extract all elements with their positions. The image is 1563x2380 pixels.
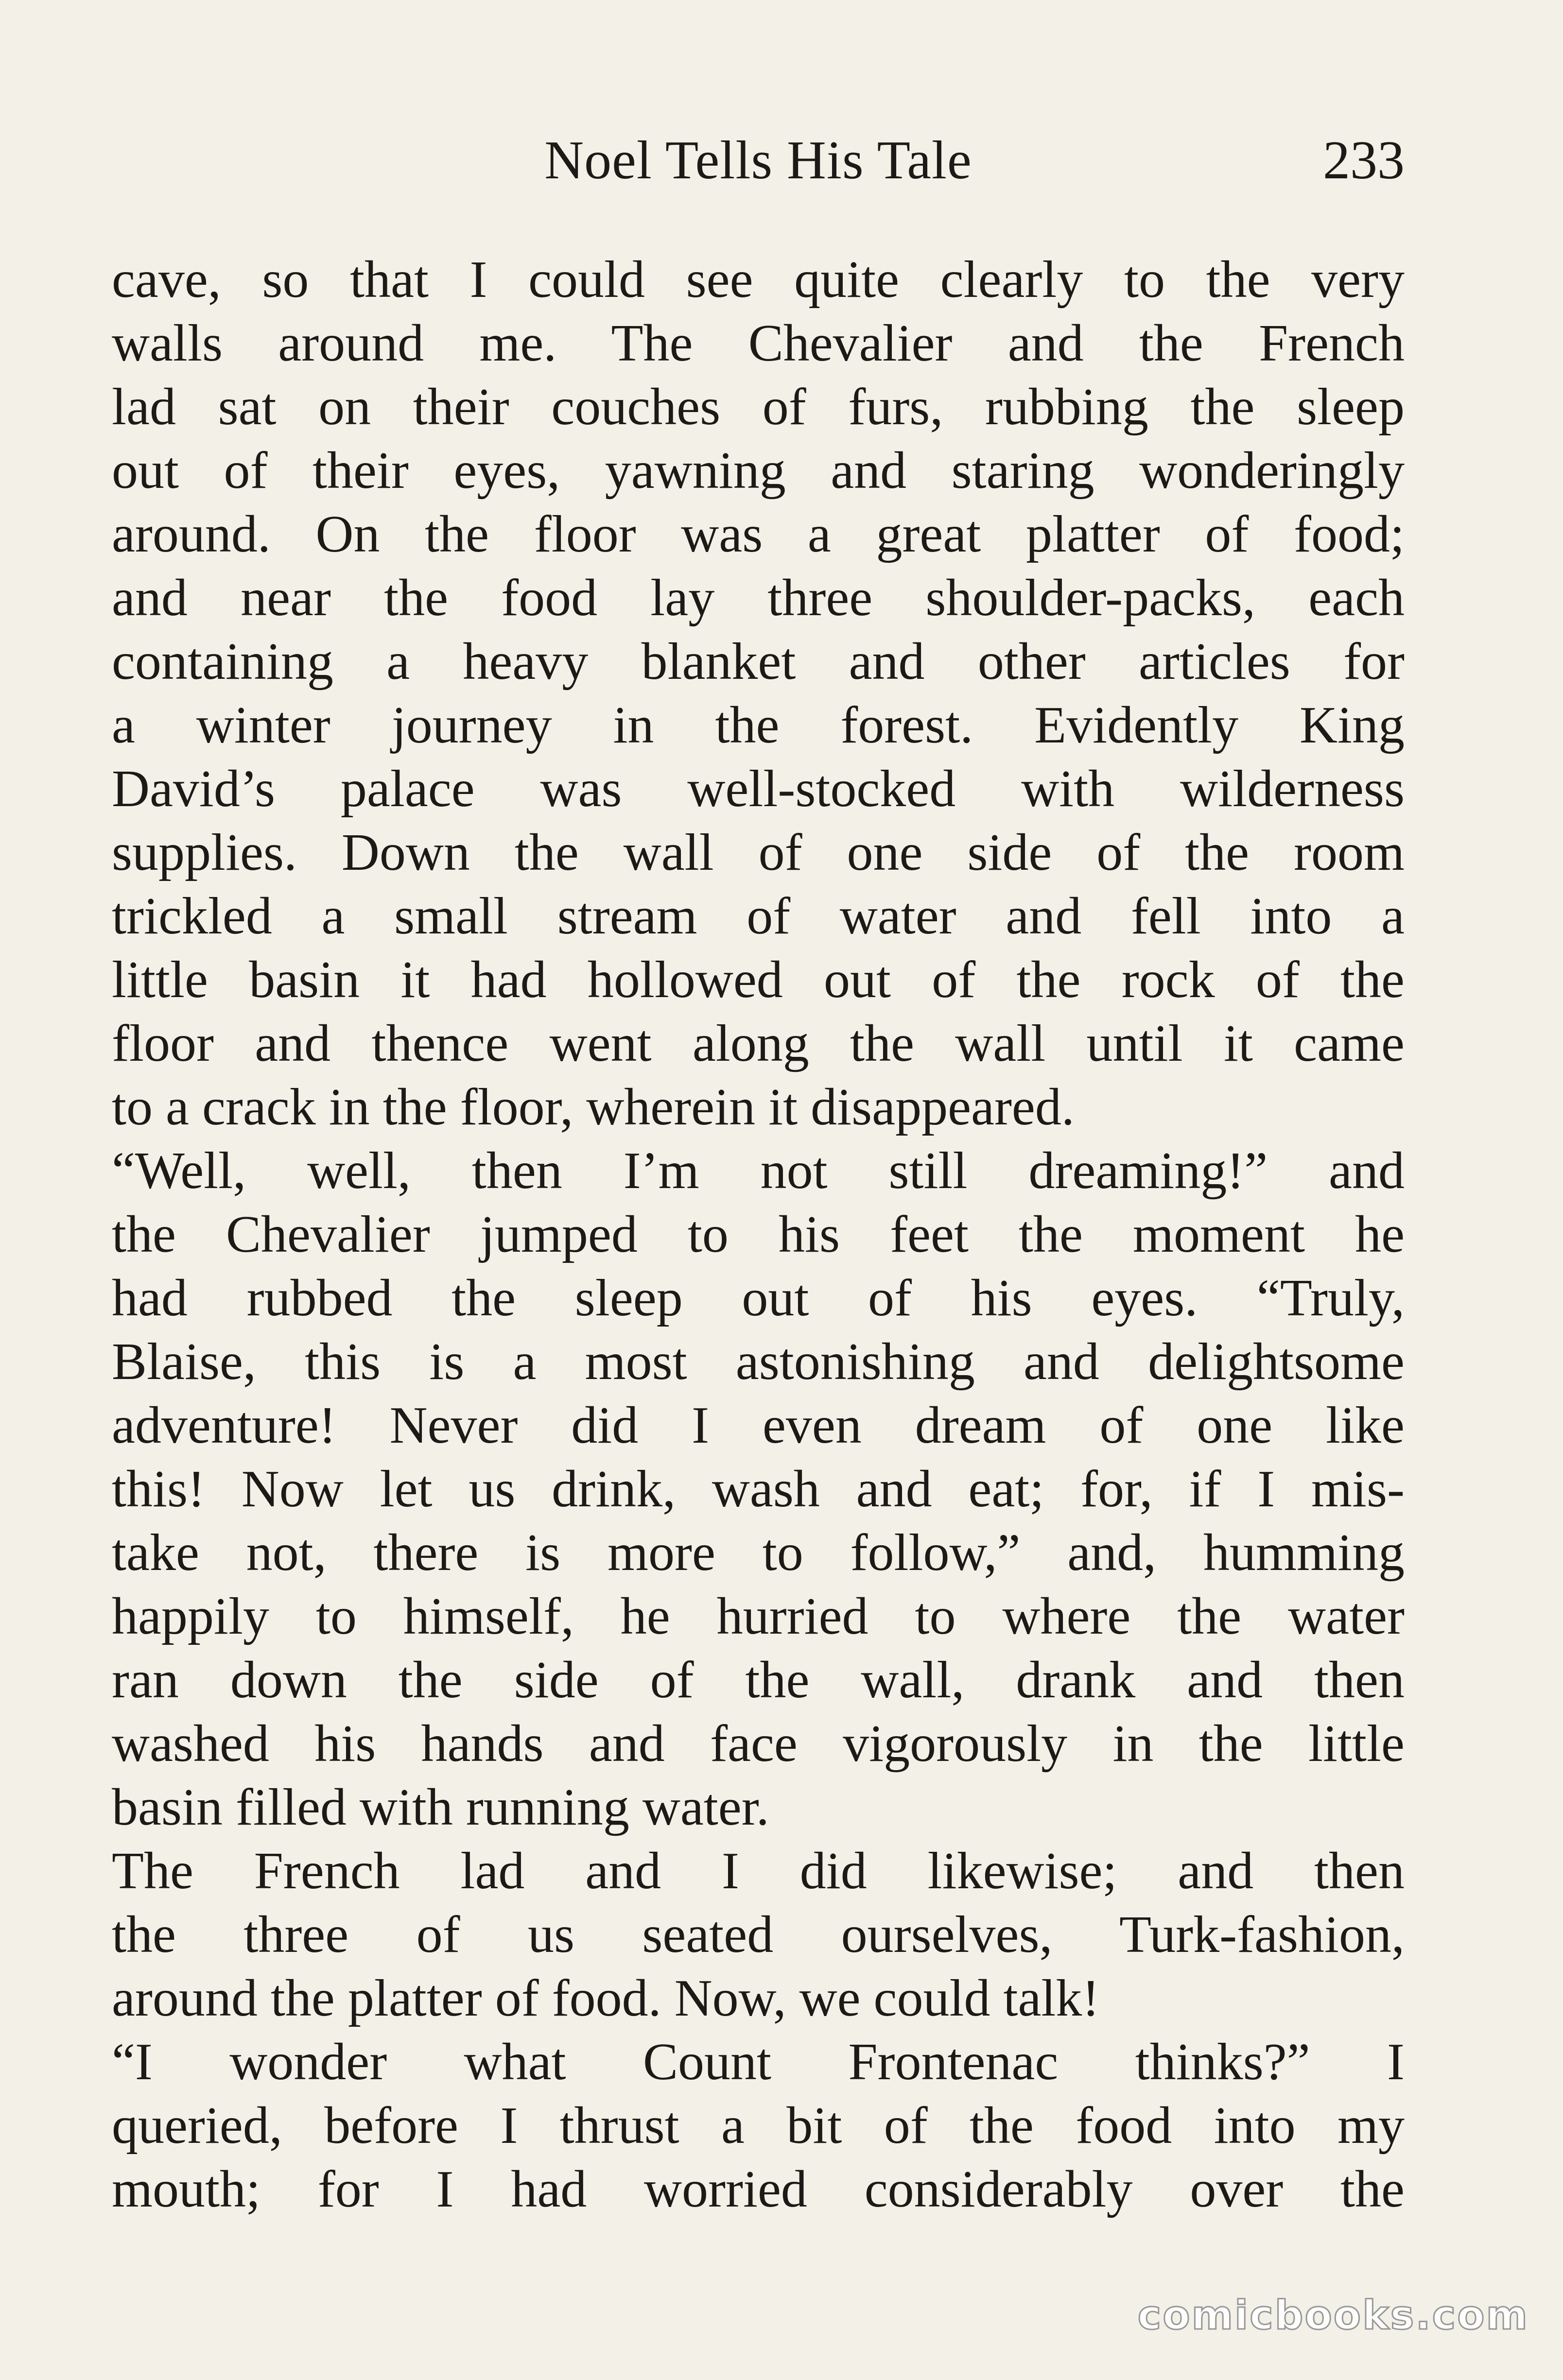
text-line: David’s palace was well-stocked with wilderness: [112, 760, 1405, 818]
text-line: The French lad and I did likewise; and then: [112, 1842, 1405, 1900]
text-line: out of their eyes, yawning and staring wonderingly: [112, 442, 1405, 500]
page-header: [112, 124, 1405, 197]
text-line: Blaise, this is a most astonishing and delightsome: [112, 1333, 1405, 1391]
text-line: “I wonder what Count Frontenac thinks?” I: [112, 2033, 1405, 2091]
text-line: queried, before I thrust a bit of the food into my: [112, 2097, 1405, 2155]
page-number: 233: [1323, 130, 1405, 190]
text-line: basin filled with running water.: [112, 1778, 769, 1836]
text-line: floor and thence went along the wall until it came: [112, 1015, 1405, 1072]
text-line: containing a heavy blanket and other articles for: [112, 633, 1405, 690]
text-line: this! Now let us drink, wash and eat; for, if I mis-: [112, 1460, 1405, 1518]
text-line: around. On the floor was a great platter of food;: [112, 505, 1405, 563]
text-line: ran down the side of the wall, drank and then: [112, 1651, 1405, 1709]
text-line: “Well, well, then I’m not still dreaming!” and: [112, 1142, 1405, 1200]
text-line: take not, there is more to follow,” and, humming: [112, 1524, 1405, 1582]
text-line: a winter journey in the forest. Evidently King: [112, 696, 1405, 754]
body-text: [112, 248, 1405, 2221]
text-line: trickled a small stream of water and fell into a: [112, 887, 1405, 945]
text-line: the three of us seated ourselves, Turk-fashion,: [112, 1906, 1405, 1964]
text-line: supplies. Down the wall of one side of the room: [112, 824, 1405, 881]
text-line: little basin it had hollowed out of the rock of the: [112, 951, 1405, 1009]
text-line: walls around me. The Chevalier and the French: [112, 314, 1405, 372]
running-title: Noel Tells His Tale: [544, 130, 972, 190]
watermark: comicbooks.com: [1137, 2293, 1529, 2339]
text-line: around the platter of food. Now, we could talk!: [112, 1969, 1100, 2027]
text-line: the Chevalier jumped to his feet the moment he: [112, 1206, 1405, 1263]
text-line: happily to himself, he hurried to where the water: [112, 1587, 1405, 1645]
text-line: had rubbed the sleep out of his eyes. “Truly,: [112, 1269, 1405, 1327]
text-line: to a crack in the floor, wherein it disappeared.: [112, 1078, 1075, 1136]
text-line: lad sat on their couches of furs, rubbing the sleep: [112, 378, 1405, 436]
text-line: mouth; for I had worried considerably over the: [112, 2160, 1405, 2218]
text-line: washed his hands and face vigorously in the little: [112, 1715, 1405, 1773]
text-line: and near the food lay three shoulder-packs, each: [112, 569, 1405, 627]
text-line: cave, so that I could see quite clearly to the very: [112, 251, 1405, 309]
text-line: adventure! Never did I even dream of one like: [112, 1397, 1405, 1454]
